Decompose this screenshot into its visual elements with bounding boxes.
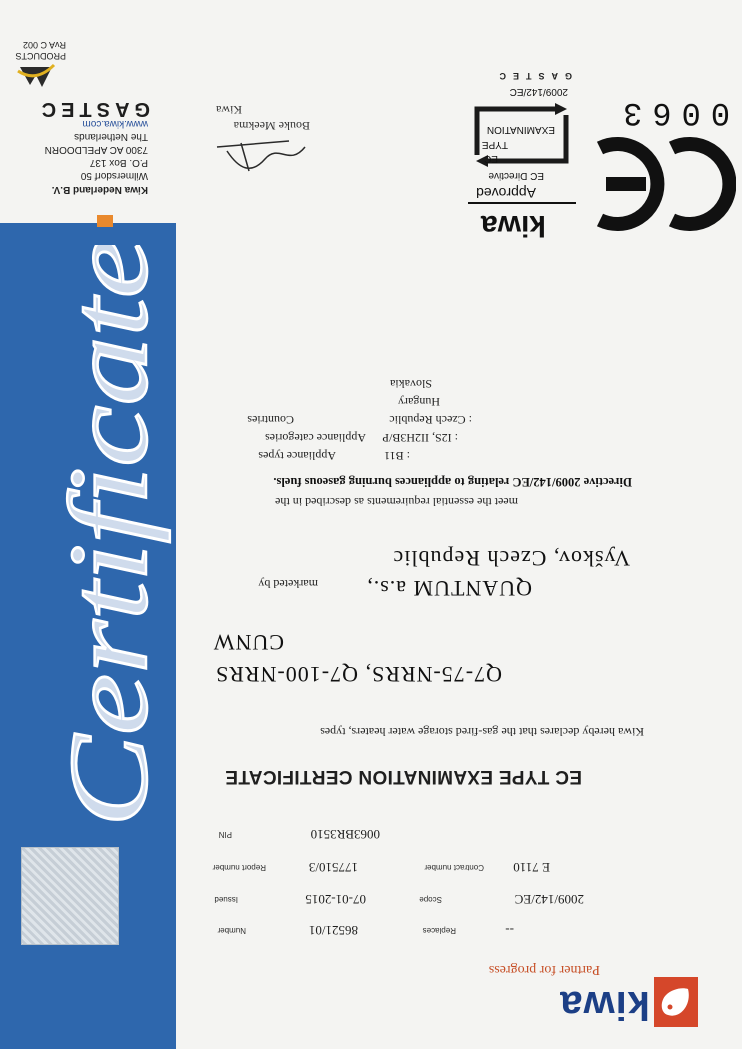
certificate-title: EC TYPE EXAMINATION CERTIFICATE: [225, 766, 582, 787]
issued-label: Issued: [214, 895, 238, 904]
issuer-street: Wilmersdorf 50: [80, 170, 148, 181]
approval-kiwa-logo: kiwa: [480, 209, 546, 242]
signatory-organization: Kiwa: [216, 103, 242, 117]
pin-label: PIN: [218, 830, 232, 839]
number-value: 86521/01: [308, 923, 358, 938]
appliance-categories-label: Appliance categories: [265, 431, 366, 445]
appliance-types-label: Appliance types: [258, 449, 336, 463]
approval-line-examination: EXAMINATION: [486, 124, 555, 135]
manufacturer-location: Vyškov, Czech Republic: [392, 546, 630, 571]
manufacturer-name: QUANTUM a.s.,: [366, 576, 532, 601]
report-number-value: 177510/3: [308, 860, 358, 875]
requirements-text: meet the essential requirements as described in the: [275, 495, 518, 509]
rva-code: PRODUCTS: [15, 51, 66, 61]
pin-value: 0063BR3510: [310, 827, 380, 842]
certificate-watermark: [0, 245, 178, 835]
issuer-country: The Netherlands: [74, 131, 148, 142]
approval-divider: [468, 202, 576, 204]
country-1: : Czech Republic: [389, 413, 472, 427]
contract-number-value: E 7110: [513, 860, 550, 875]
approval-line-ec: EC: [484, 153, 498, 164]
footer-tagline: Partner for progress: [488, 962, 600, 977]
rva-products: RvA C 002: [22, 40, 66, 50]
gastec-logo: GASTEC: [36, 98, 150, 120]
approval-directive-label: EC Directive: [488, 170, 544, 181]
footer-kiwa-logo: kiwa: [559, 983, 650, 1027]
declaration-text: Kiwa hereby declares that the gas-fired storage water heaters, types: [320, 725, 644, 739]
approval-directive-ref: 2009/142/EC: [509, 86, 568, 97]
hologram-seal: [21, 847, 119, 945]
report-number-label: Report number: [212, 863, 266, 872]
ce-mark-icon: [586, 134, 736, 234]
appliance-categories-value: : I2S, II2H3B/P: [382, 431, 458, 445]
kiwa-bird-icon: [654, 977, 698, 1027]
country-2: Hungary: [398, 395, 440, 409]
issuer-website: www.kiwa.com: [82, 118, 148, 129]
issuer-po-box: P.O. Box 137: [89, 157, 148, 168]
scope-value: 2009/142/EC: [514, 892, 584, 907]
product-category-code: CUNW: [212, 630, 284, 655]
product-types: Q7-75-NRRS, Q7-100-NRRS: [214, 662, 502, 687]
contract-number-label: Contract number: [424, 863, 484, 872]
replaces-label: Replaces: [422, 926, 456, 935]
signatory-name: Bouke Meekma: [233, 119, 310, 133]
approval-line-type: TYPE: [481, 139, 508, 150]
issued-value: 07-01-2015: [305, 892, 366, 907]
orange-accent-square: [97, 215, 113, 227]
rva-accreditation-icon: [16, 63, 56, 91]
scope-label: Scope: [419, 895, 442, 904]
issuer-postcode-city: 7300 AC APELDOORN: [44, 144, 148, 155]
approval-gastec-brand: GASTEC: [492, 71, 572, 81]
ce-notified-body-number: 0063: [613, 94, 730, 131]
directive-text: Directive 2009/142/EC relating to appliances burning gaseous fuels.: [273, 475, 632, 489]
marketed-by-label: marketed by: [258, 577, 318, 591]
issuer-company: Kiwa Nederland B.V.: [51, 184, 148, 195]
replaces-value: --: [505, 923, 514, 938]
countries-label: Countries: [247, 413, 294, 427]
signature-scribble: [209, 137, 309, 177]
appliance-types-value: : B11: [384, 449, 410, 463]
certificate-watermark-text: Certificate: [47, 347, 171, 827]
approval-approved-word: Approved: [476, 185, 536, 201]
number-label: Number: [217, 926, 246, 935]
country-3: Slovakia: [390, 377, 432, 391]
